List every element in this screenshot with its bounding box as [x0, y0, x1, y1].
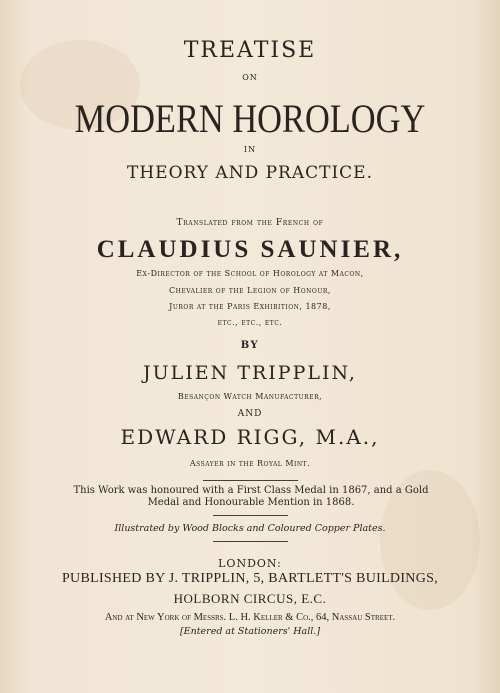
author-name: CLAUDIUS SAUNIER, [96, 236, 404, 263]
imprint-new-york: And at New York of Messrs. L. H. Keller & Co., 64, Nassau Street. [104, 612, 396, 623]
divider-rule [213, 515, 288, 516]
divider-rule [213, 541, 288, 542]
title-in: IN [243, 145, 257, 154]
translator-desc-2: Assayer in the Royal Mint. [189, 459, 311, 468]
divider-rule [203, 480, 298, 481]
author-credential: Chevalier of the Legion of Honour, [169, 286, 331, 295]
author-credential: etc., etc., etc. [217, 318, 283, 327]
title-treatise: TREATISE [183, 38, 317, 63]
translator-desc-1: Besançon Watch Manufacturer, [177, 392, 323, 401]
author-credential: Juror at the Paris Exhibition, 1878, [169, 302, 331, 311]
translator-name-1: JULIEN TRIPPLIN, [143, 362, 357, 384]
title-subtitle: THEORY AND PRACTICE. [127, 163, 373, 183]
and-label: AND [237, 409, 263, 419]
title-main: MODERN HOROLOGY [74, 96, 426, 141]
by-label: BY [240, 340, 260, 351]
imprint-city: LONDON: [218, 557, 282, 570]
imprint-address: HOLBORN CIRCUS, E.C. [173, 591, 327, 606]
honours-statement: This Work was honoured with a First Class Medal in 1867, and a Gold Medal and Honourable Mention in 1868. [73, 485, 429, 508]
imprint-entered: [Entered at Stationers' Hall.] [179, 626, 321, 637]
translation-note: Translated from the French of [176, 218, 324, 228]
author-credential: Ex-Director of the School of Horology at Macon, [136, 269, 364, 278]
imprint-publisher: PUBLISHED BY J. TRIPPLIN, 5, BARTLETT'S BUILDINGS, [61, 571, 439, 586]
translator-name-2: EDWARD RIGG, M.A., [120, 425, 380, 449]
title-on: ON [242, 73, 258, 82]
illustrated-note: Illustrated by Wood Blocks and Coloured Copper Plates. [114, 523, 386, 534]
